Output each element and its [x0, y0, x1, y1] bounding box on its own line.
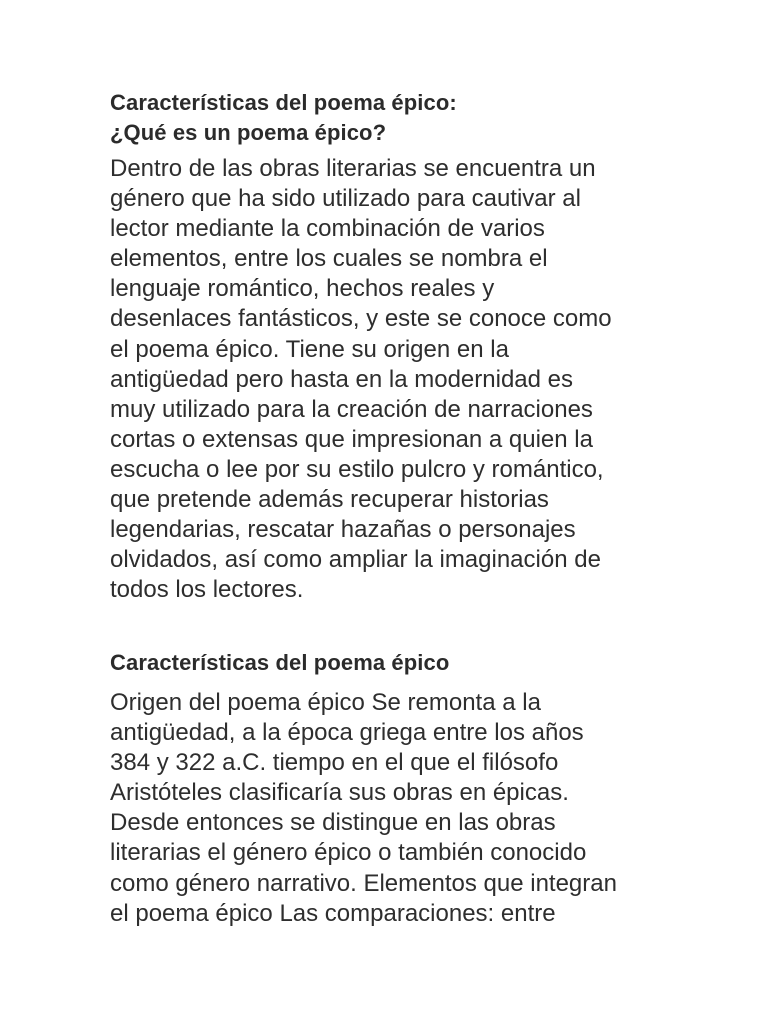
- section-1-paragraph: Dentro de las obras literarias se encuentra un género que ha sido utilizado para cautivar al lector mediante la combinación de varios elementos, entre los cuales se nombra el lenguaje romántico, hechos reales y desenlaces fantásticos, y este se conoce como el poema épico. Tiene su origen en la antigüedad pero hasta en la modernidad es muy utilizado para la creación de narraciones cortas o extensas que impresionan a quien la escucha o lee por su estilo pulcro y romántico, que pretende además recuperar historias legendarias, rescatar hazañas o personajes olvidados, así como ampliar la imaginación de todos los lectores.: [110, 155, 612, 604]
- section-2-heading: Características del poema épico: [110, 650, 450, 675]
- section-2-paragraph: Origen del poema épico Se remonta a la antigüedad, a la época griega entre los años 384 y 322 a.C. tiempo en el que el filósofo Aristóteles clasificaría sus obras en épicas. Desde entonces se distingue en las obras literarias el género épico o también conocido como género narrativo. Elementos que integran el poema épico Las comparaciones: entre: [110, 689, 617, 927]
- section-1-heading: Características del poema épico: ¿Qué es un poema épico?: [110, 90, 457, 145]
